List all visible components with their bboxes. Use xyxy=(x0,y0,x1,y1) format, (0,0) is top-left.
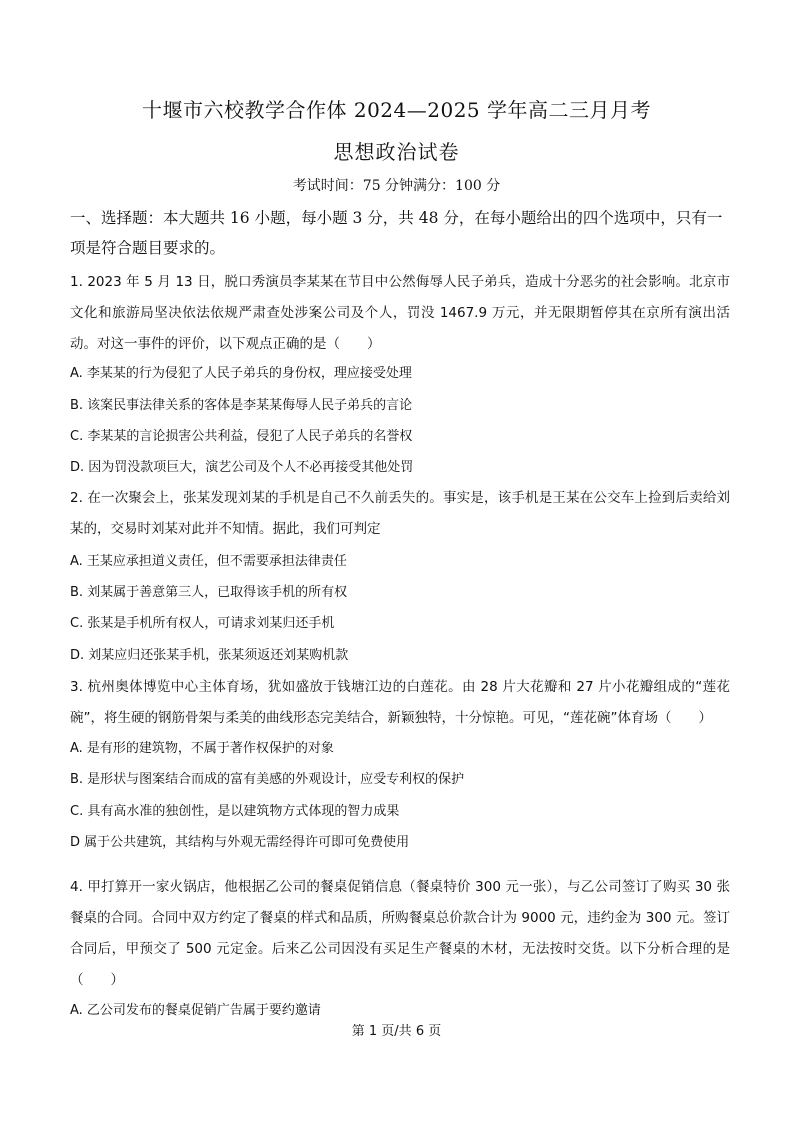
question-option: B. 是形状与图案结合而成的富有美感的外观设计，应受专利权的保护 xyxy=(70,772,465,787)
question-option: A. 是有形的建筑物，不属于著作权保护的对象 xyxy=(70,741,334,756)
question-option: D. 刘某应归还张某手机，张某须返还刘某购机款 xyxy=(70,648,349,663)
question-stem: 4. 甲打算开一家火锅店，他根据乙公司的餐桌促销信息（餐桌特价 300 元一张），与乙公司签订了购买 30 张餐桌的合同。合同中双方约定了餐桌的样式和品质，所购餐桌总价款合计为 9000 元，违约金为 300 元。签订合同后，甲预交了 500 元定金。后来乙公司因没有买足生产餐桌的木材，无法按时交货。以下分析合理的是（ ） xyxy=(70,879,730,988)
exam-subject: 思想政治试卷 xyxy=(333,140,460,164)
question-option: C. 具有高水准的独创性，是以建筑物方式体现的智力成果 xyxy=(70,804,400,819)
question-option: A. 李某某的行为侵犯了人民子弟兵的身份权，理应接受处理 xyxy=(70,366,412,381)
section-heading: 一、选择题：本大题共 16 小题，每小题 3 分，共 48 分，在每小题给出的四个选项中，只有一项是符合题目要求的。 xyxy=(70,209,723,257)
question-option: C. 李某某的言论损害公共利益，侵犯了人民子弟兵的名誉权 xyxy=(70,429,413,444)
question-option: A. 乙公司发布的餐桌促销广告属于要约邀请 xyxy=(70,1003,321,1018)
question-stem: 2. 在一次聚会上，张某发现刘某的手机是自己不久前丢失的。事实是，该手机是王某在公交车上捡到后卖给刘某的，交易时刘某对此并不知情。据此，我们可判定 xyxy=(70,490,730,537)
question-option: D 属于公共建筑，其结构与外观无需经得许可即可免费使用 xyxy=(70,835,410,850)
question-option: B. 刘某属于善意第三人，已取得该手机的所有权 xyxy=(70,585,348,600)
exam-title: 十堰市六校教学合作体 2024—2025 学年高二三月月考 xyxy=(141,98,651,122)
question-option: C. 张某是手机所有权人，可请求刘某归还手机 xyxy=(70,616,335,631)
question-stem: 1. 2023 年 5 月 13 日，脱口秀演员李某某在节目中公然侮辱人民子弟兵，造成十分恶劣的社会影响。北京市文化和旅游局坚决依法依规严肃查处涉案公司及个人，罚没 1467.9 万元，并无限期暂停其在京所有演出活动。对这一事件的评价，以下观点正确的是（ ） xyxy=(70,274,730,352)
question-option: A. 王某应承担道义责任，但不需要承担法律责任 xyxy=(70,554,347,569)
question-option: B. 该案民事法律关系的客体是李某某侮辱人民子弟兵的言论 xyxy=(70,398,413,413)
question-option: D. 因为罚没款项巨大，演艺公司及个人不必再接受其他处罚 xyxy=(70,460,414,475)
question-stem: 3. 杭州奥体博览中心主体育场，犹如盛放于钱塘江边的白莲花。由 28 片大花瓣和 27 片小花瓣组成的“莲花碗”，将生硬的钢筋骨架与柔美的曲线形态完美结合，新颖独特，十分惊艳。可见，“莲花碗”体育场（ ） xyxy=(70,679,730,726)
exam-time-score: 考试时间：75 分钟满分：100 分 xyxy=(292,178,501,194)
page-number: 第 1 页/共 6 页 xyxy=(351,1024,442,1039)
